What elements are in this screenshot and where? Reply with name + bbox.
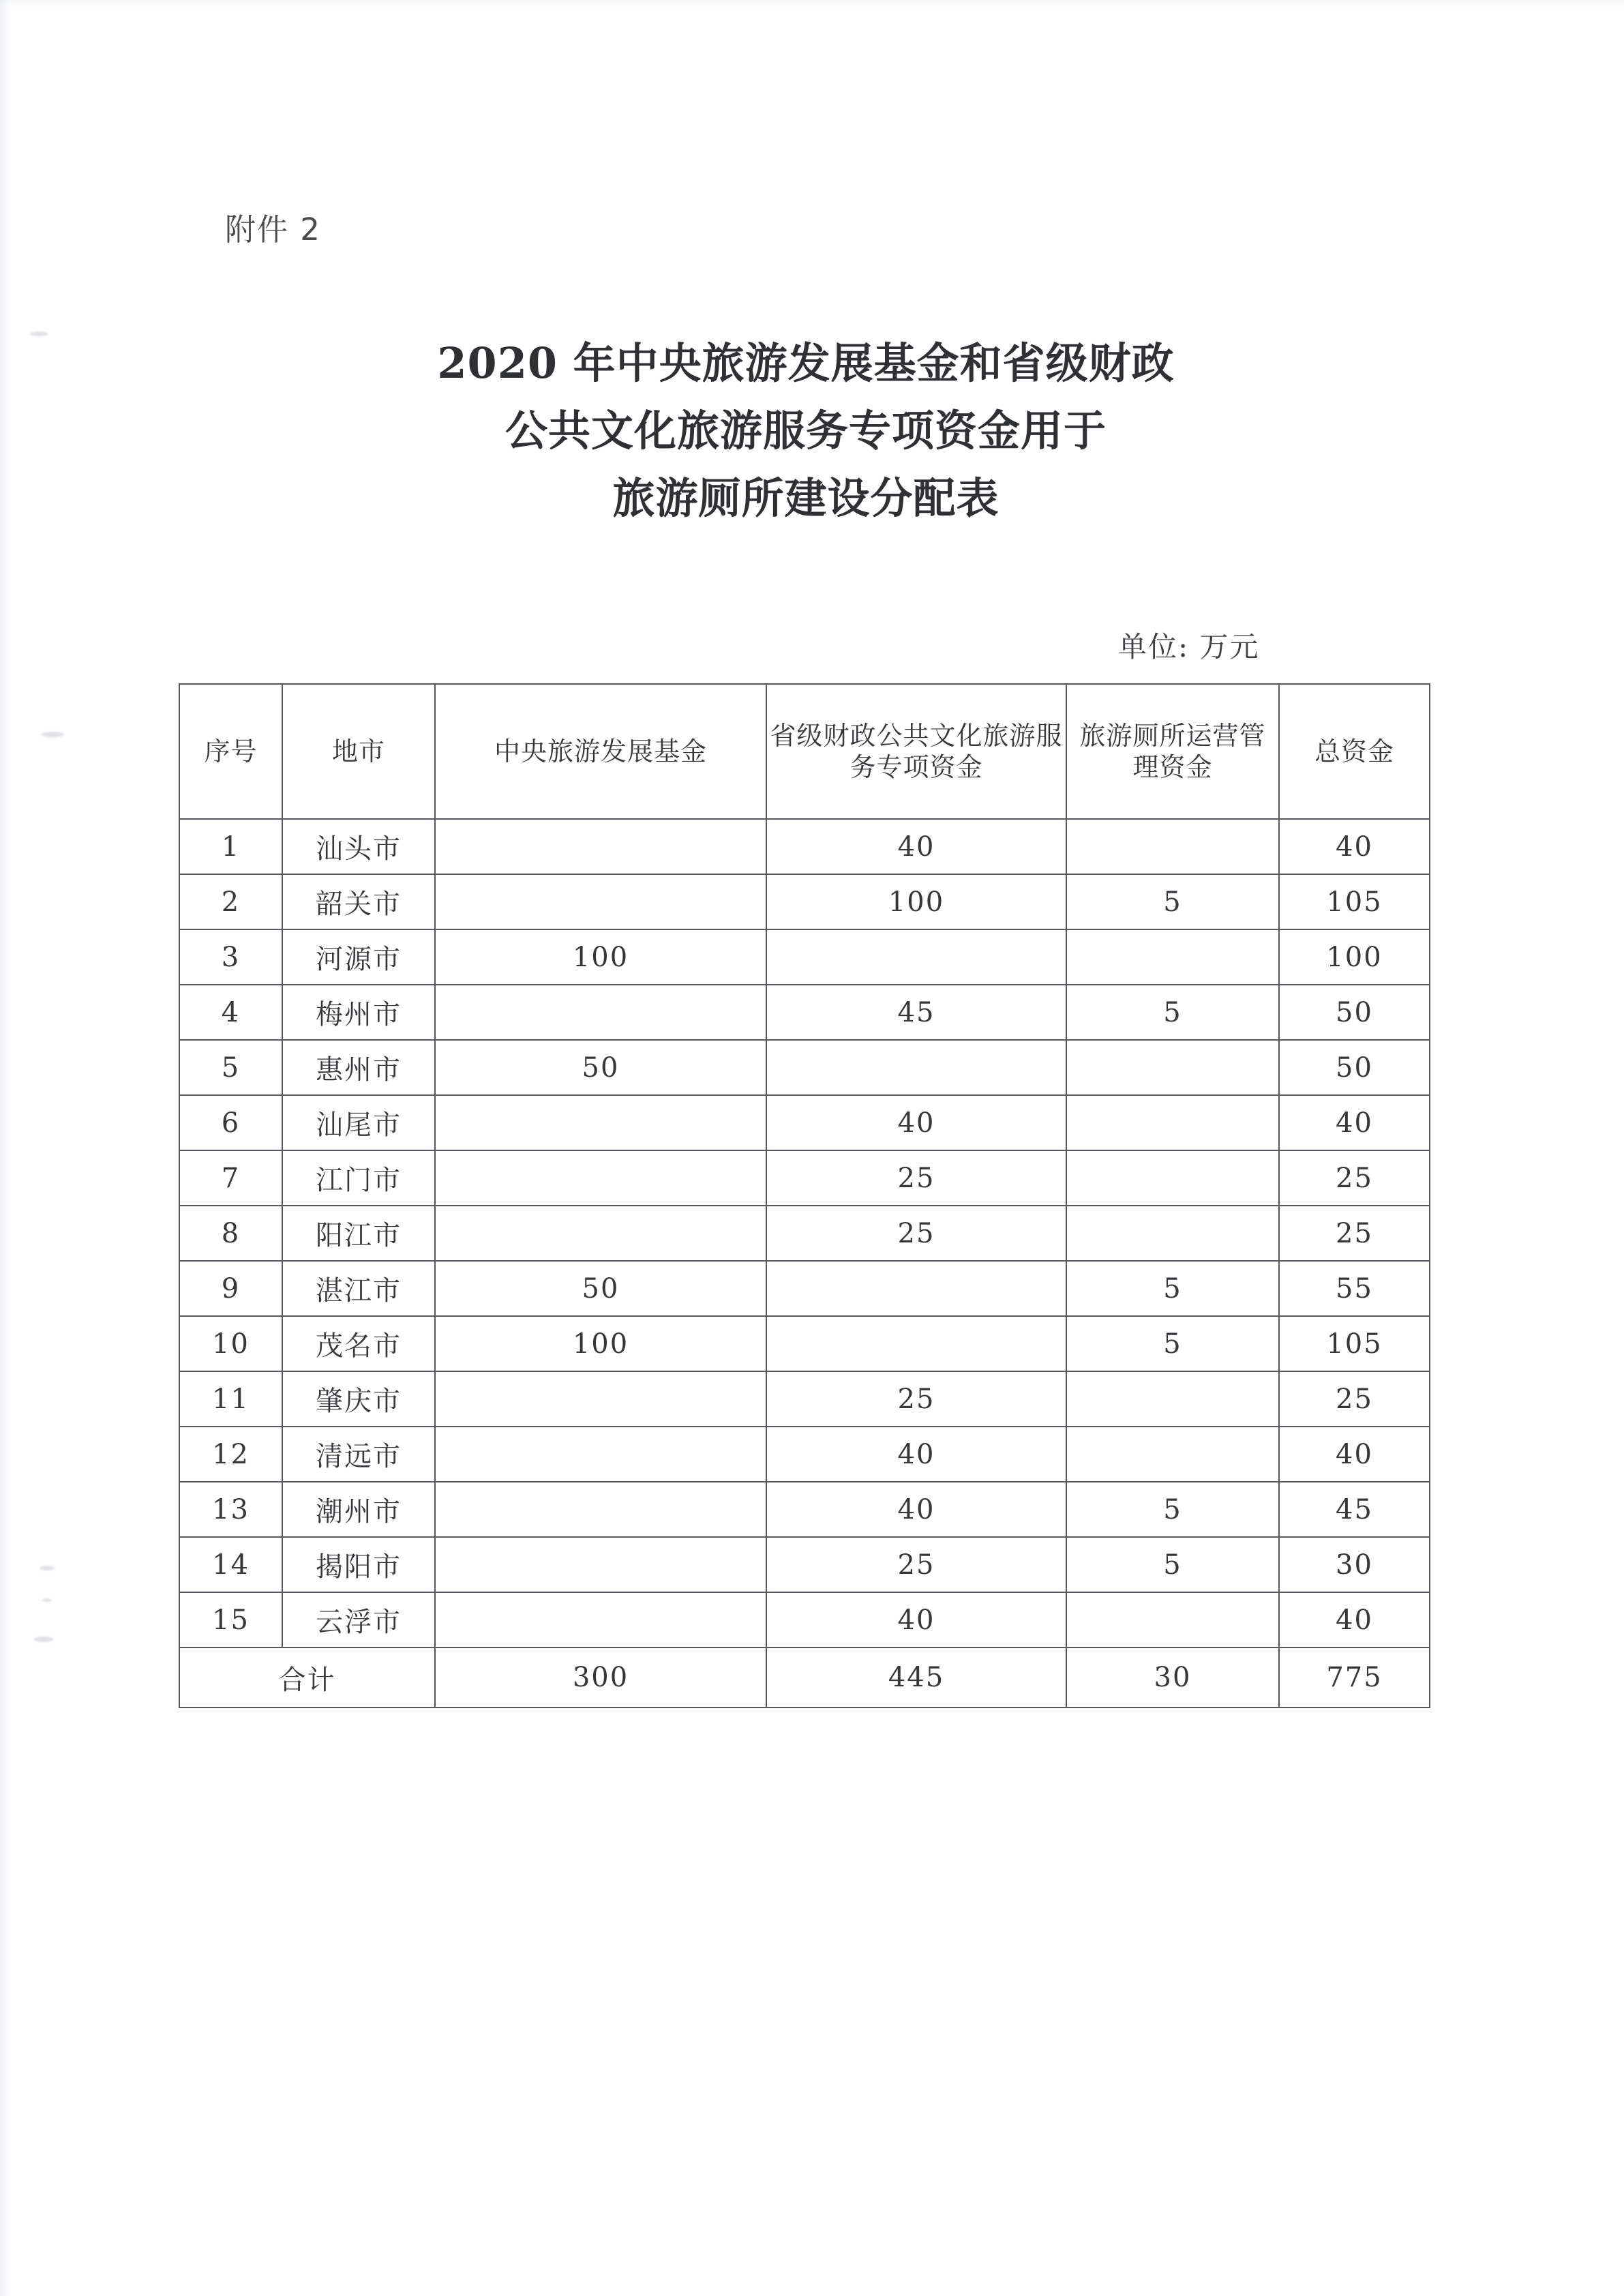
column-header-toilet-ops-fund: 旅游厕所运营管理资金: [1066, 684, 1279, 819]
cell-total: 40: [1279, 1427, 1430, 1482]
cell-index: 13: [179, 1482, 282, 1537]
table-row: [179, 1261, 1430, 1316]
cell-total: 105: [1279, 874, 1430, 929]
cell-toilet-ops-fund: 5: [1066, 1482, 1279, 1537]
table-row: [179, 1095, 1430, 1150]
title-line-2: 公共文化旅游服务专项资金用于: [505, 405, 1107, 456]
table-header-row: [179, 684, 1430, 819]
cell-city: 清远市: [282, 1427, 435, 1482]
table-row: [179, 985, 1430, 1040]
cell-toilet-ops-fund: [1066, 1592, 1279, 1648]
cell-total: 25: [1279, 1206, 1430, 1261]
cell-total: 55: [1279, 1261, 1430, 1316]
table-row: [179, 1592, 1430, 1648]
cell-index: 3: [179, 929, 282, 985]
column-header-city: 地市: [282, 684, 435, 819]
column-header-index: 序号: [179, 684, 282, 819]
title-line-3: 旅游厕所建设分配表: [612, 473, 999, 523]
cell-central-fund: [435, 1537, 766, 1592]
cell-toilet-ops-fund: [1066, 1150, 1279, 1206]
cell-central-fund: [435, 1592, 766, 1648]
column-header-provincial-fund: 省级财政公共文化旅游服务专项资金: [766, 684, 1066, 819]
cell-toilet-ops-fund: [1066, 1371, 1279, 1427]
cell-city: 江门市: [282, 1150, 435, 1206]
cell-central-fund: 50: [435, 1040, 766, 1095]
cell-provincial-fund: 40: [766, 1482, 1066, 1537]
cell-toilet-ops-fund: [1066, 1040, 1279, 1095]
table-row: [179, 1150, 1430, 1206]
cell-total: 40: [1279, 1095, 1430, 1150]
cell-central-fund: [435, 819, 766, 874]
cell-central-fund: [435, 1482, 766, 1537]
cell-total: 40: [1279, 819, 1430, 874]
cell-city: 河源市: [282, 929, 435, 985]
cell-toilet-ops-fund: [1066, 1206, 1279, 1261]
cell-central-fund: [435, 1371, 766, 1427]
cell-toilet-ops-fund: [1066, 929, 1279, 985]
cell-index: 15: [179, 1592, 282, 1648]
cell-provincial-fund: [766, 1040, 1066, 1095]
cell-city: 汕尾市: [282, 1095, 435, 1150]
cell-provincial-fund: 45: [766, 985, 1066, 1040]
table-row: [179, 874, 1430, 929]
cell-index: 7: [179, 1150, 282, 1206]
cell-provincial-fund: 25: [766, 1537, 1066, 1592]
cell-central-fund: [435, 1095, 766, 1150]
cell-toilet-ops-fund: 5: [1066, 985, 1279, 1040]
cell-city: 阳江市: [282, 1206, 435, 1261]
table-total-row: [179, 1648, 1430, 1708]
cell-central-fund: [435, 985, 766, 1040]
cell-total: 40: [1279, 1592, 1430, 1648]
cell-index: 11: [179, 1371, 282, 1427]
total-toilet-ops-fund: 30: [1066, 1648, 1279, 1708]
total-provincial-fund: 445: [766, 1648, 1066, 1708]
total-central-fund: 300: [435, 1648, 766, 1708]
cell-central-fund: [435, 1150, 766, 1206]
cell-provincial-fund: 40: [766, 1592, 1066, 1648]
column-header-total: 总资金: [1279, 684, 1430, 819]
cell-provincial-fund: 25: [766, 1371, 1066, 1427]
cell-city: 茂名市: [282, 1316, 435, 1371]
column-header-central-fund: 中央旅游发展基金: [435, 684, 766, 819]
cell-city: 湛江市: [282, 1261, 435, 1316]
table-row: [179, 819, 1430, 874]
table-row: [179, 1040, 1430, 1095]
cell-total: 105: [1279, 1316, 1430, 1371]
cell-toilet-ops-fund: 5: [1066, 1316, 1279, 1371]
table-row: [179, 929, 1430, 985]
cell-provincial-fund: 100: [766, 874, 1066, 929]
cell-index: 8: [179, 1206, 282, 1261]
table-row: [179, 1427, 1430, 1482]
total-row-label: 合计: [179, 1648, 435, 1708]
table-row: [179, 1316, 1430, 1371]
table-row: [179, 1206, 1430, 1261]
cell-central-fund: [435, 1206, 766, 1261]
cell-city: 韶关市: [282, 874, 435, 929]
cell-index: 1: [179, 819, 282, 874]
cell-central-fund: [435, 874, 766, 929]
attachment-label: 附件 2: [225, 211, 321, 248]
cell-total: 50: [1279, 1040, 1430, 1095]
cell-index: 9: [179, 1261, 282, 1316]
cell-central-fund: 50: [435, 1261, 766, 1316]
cell-provincial-fund: 40: [766, 1427, 1066, 1482]
cell-index: 12: [179, 1427, 282, 1482]
table-row: [179, 1371, 1430, 1427]
cell-central-fund: 100: [435, 929, 766, 985]
cell-provincial-fund: [766, 929, 1066, 985]
cell-provincial-fund: [766, 1316, 1066, 1371]
cell-index: 2: [179, 874, 282, 929]
table-row: [179, 1537, 1430, 1592]
cell-city: 梅州市: [282, 985, 435, 1040]
cell-city: 揭阳市: [282, 1537, 435, 1592]
cell-total: 45: [1279, 1482, 1430, 1537]
cell-index: 6: [179, 1095, 282, 1150]
cell-toilet-ops-fund: 5: [1066, 1537, 1279, 1592]
cell-total: 30: [1279, 1537, 1430, 1592]
cell-total: 50: [1279, 985, 1430, 1040]
cell-toilet-ops-fund: 5: [1066, 874, 1279, 929]
table-body: [179, 819, 1430, 1708]
cell-index: 14: [179, 1537, 282, 1592]
cell-index: 10: [179, 1316, 282, 1371]
cell-city: 汕头市: [282, 819, 435, 874]
cell-city: 惠州市: [282, 1040, 435, 1095]
cell-provincial-fund: 40: [766, 1095, 1066, 1150]
total-grand-total: 775: [1279, 1648, 1430, 1708]
title-line-1: 2020 年中央旅游发展基金和省级财政: [437, 338, 1175, 388]
cell-total: 25: [1279, 1371, 1430, 1427]
cell-city: 肇庆市: [282, 1371, 435, 1427]
cell-provincial-fund: [766, 1261, 1066, 1316]
cell-provincial-fund: 25: [766, 1150, 1066, 1206]
fund-allocation-table: [179, 683, 1430, 1708]
cell-toilet-ops-fund: [1066, 1095, 1279, 1150]
cell-index: 5: [179, 1040, 282, 1095]
cell-city: 潮州市: [282, 1482, 435, 1537]
cell-provincial-fund: 25: [766, 1206, 1066, 1261]
cell-total: 25: [1279, 1150, 1430, 1206]
table-row: [179, 1482, 1430, 1537]
cell-toilet-ops-fund: [1066, 1427, 1279, 1482]
cell-central-fund: [435, 1427, 766, 1482]
unit-note: 单位: 万元: [1118, 630, 1260, 664]
cell-toilet-ops-fund: 5: [1066, 1261, 1279, 1316]
cell-city: 云浮市: [282, 1592, 435, 1648]
cell-toilet-ops-fund: [1066, 819, 1279, 874]
cell-central-fund: 100: [435, 1316, 766, 1371]
page-title: [179, 338, 1433, 523]
cell-provincial-fund: 40: [766, 819, 1066, 874]
cell-total: 100: [1279, 929, 1430, 985]
cell-index: 4: [179, 985, 282, 1040]
